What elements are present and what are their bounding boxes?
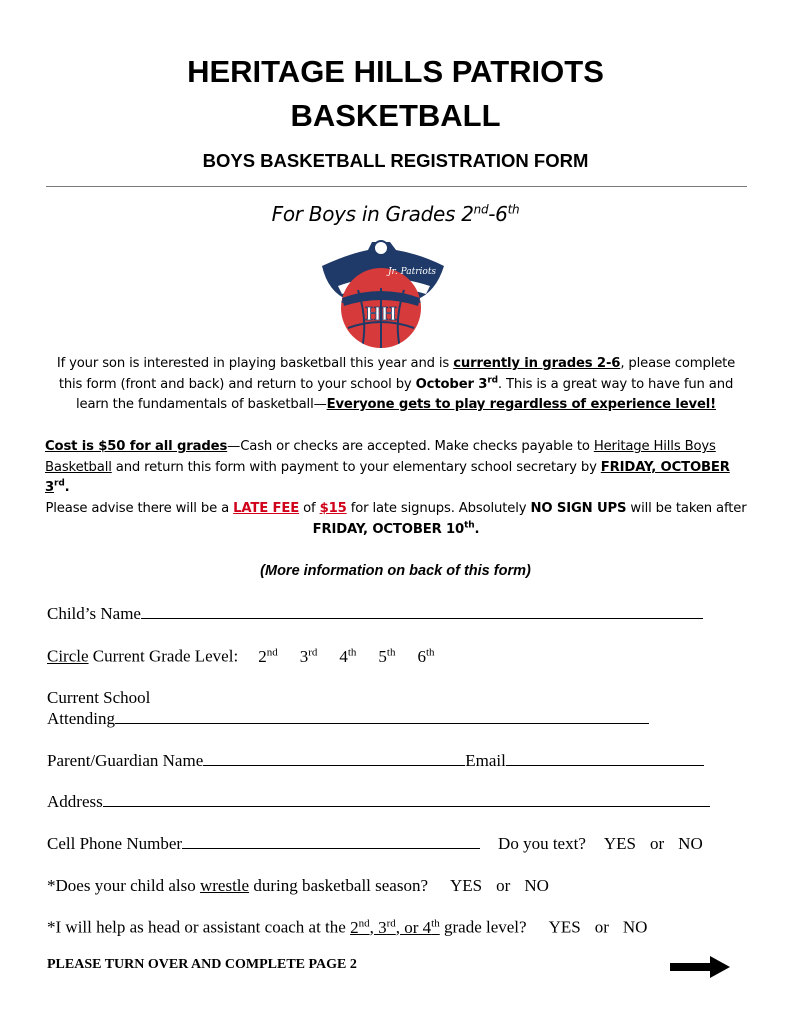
address-row xyxy=(47,792,710,812)
child-name-label: Child’s Name xyxy=(47,604,141,623)
coach-question: *I will help as head or assistant coach at the xyxy=(47,917,351,937)
grade-3-number: 3 xyxy=(299,646,309,666)
intro-text: . This is a great way to have fun and learn the fundamentals of basketball— xyxy=(75,376,734,412)
parent-name-field[interactable] xyxy=(203,764,465,766)
grades-heading-sup-1: nd xyxy=(473,202,489,217)
logo-ball-text: HH xyxy=(365,303,397,325)
payee-name: Heritage Hills Boys Basketball xyxy=(45,439,716,475)
grade-2-number: 2 xyxy=(258,646,267,666)
or-text: or xyxy=(594,917,609,937)
school-row xyxy=(47,709,649,729)
cost-text: Cost is $50 for all grades xyxy=(45,439,228,454)
grade-option-4[interactable] xyxy=(339,647,356,666)
grade-option-3[interactable] xyxy=(300,647,318,666)
email-field[interactable] xyxy=(506,764,704,766)
intro-deadline: October 3 xyxy=(415,376,488,392)
child-name-row xyxy=(47,604,703,624)
school-label-line-1: Current School xyxy=(47,688,151,707)
coach-no-option[interactable]: NO xyxy=(622,917,648,937)
text-question-label: Do you text? xyxy=(498,834,586,853)
circle-label: Circle xyxy=(47,646,89,666)
text-yes-option[interactable]: YES xyxy=(603,834,636,853)
grades-heading-prefix: For Boys in Grades 2 xyxy=(271,202,474,226)
school-label-line-2: Attending xyxy=(47,709,115,728)
late-fee-text: Please advise there will be a xyxy=(45,501,234,516)
grades-heading-sup-2: th xyxy=(507,202,520,217)
payment-text: . xyxy=(64,480,70,495)
address-label: Address xyxy=(47,792,103,811)
title-line-1: HERITAGE HILLS PATRIOTS xyxy=(187,54,604,89)
grade-2-sup: nd xyxy=(266,646,278,658)
grade-option-2[interactable] xyxy=(258,647,278,666)
coach-grade-2-sup: nd xyxy=(358,917,370,929)
intro-grades-emphasis: currently in grades 2-6 xyxy=(453,356,621,371)
form-subtitle: BOYS BASKETBALL REGISTRATION FORM xyxy=(202,150,589,171)
grades-heading-mid: -6 xyxy=(488,202,508,226)
coach-grade-4: , or 4 xyxy=(395,917,432,937)
intro-paragraph-1 xyxy=(45,354,747,416)
intro-deadline-sup: rd xyxy=(487,375,498,386)
payment-deadline: FRIDAY, OCTOBER 3 xyxy=(45,459,730,495)
wrestle-yes-option[interactable]: YES xyxy=(450,876,483,895)
coach-grade-4-sup: th xyxy=(431,917,440,929)
grade-level-label: Current Grade Level: xyxy=(88,646,239,666)
late-fee-text: will be taken after xyxy=(626,501,747,516)
right-arrow-icon xyxy=(670,956,730,978)
late-fee-label: LATE FEE xyxy=(233,501,300,516)
late-fee-text: . xyxy=(474,521,480,537)
late-fee-text: of xyxy=(299,501,320,516)
page-title xyxy=(0,50,791,138)
grade-4-number: 4 xyxy=(339,646,348,666)
coach-grade-2: 2 xyxy=(350,917,359,937)
basketball-patriot-hat-logo-icon xyxy=(318,240,448,350)
coach-grade-3: , 3 xyxy=(369,917,387,937)
coach-yes-option[interactable]: YES xyxy=(548,917,581,937)
grade-6-number: 6 xyxy=(417,646,426,666)
wrestle-no-option[interactable]: NO xyxy=(524,876,549,895)
school-field[interactable] xyxy=(115,722,649,724)
late-fee-paragraph xyxy=(45,499,747,540)
text-no-option[interactable]: NO xyxy=(678,834,703,853)
grade-option-6[interactable] xyxy=(417,647,434,666)
cost-paragraph xyxy=(45,437,747,499)
coach-grades xyxy=(350,918,440,937)
child-name-field[interactable] xyxy=(141,617,703,619)
wrestle-row xyxy=(47,876,549,896)
more-info-note: (More information on back of this form) xyxy=(260,563,531,579)
late-fee-amount: $15 xyxy=(319,501,347,516)
cell-phone-row xyxy=(47,834,703,854)
parent-name-label: Parent/Guardian Name xyxy=(47,751,204,770)
payment-text: —Cash or checks are accepted. Make checks payable to xyxy=(227,439,594,454)
coach-question: grade level? xyxy=(439,917,527,937)
intro-everyone-plays: Everyone gets to play regardless of experience level! xyxy=(326,397,716,412)
grades-heading xyxy=(0,202,791,226)
grade-6-sup: th xyxy=(425,646,435,658)
payment-deadline-sup: rd xyxy=(54,478,65,489)
header-divider xyxy=(46,186,747,187)
late-fee-text: for late signups. Absolutely xyxy=(346,501,531,516)
address-field[interactable] xyxy=(103,805,710,807)
grade-5-sup: th xyxy=(386,646,396,658)
payment-text: and return this form with payment to your elementary school secretary by xyxy=(111,459,601,475)
wrestle-question: *Does your child also xyxy=(47,876,200,895)
parent-email-row xyxy=(47,751,704,771)
final-deadline-sup: th xyxy=(464,520,475,531)
cell-phone-field[interactable] xyxy=(182,847,480,849)
intro-text: , please complete this form (front and back) and return to your school by xyxy=(58,356,736,392)
grade-5-number: 5 xyxy=(378,646,387,666)
or-text: or xyxy=(650,834,665,853)
intro-text: If your son is interested in playing basketball this year and is xyxy=(56,356,454,371)
final-deadline: FRIDAY, OCTOBER 10 xyxy=(312,521,465,537)
grade-4-sup: th xyxy=(347,646,357,658)
email-label: Email xyxy=(465,751,506,770)
no-signups-text: NO SIGN UPS xyxy=(530,501,627,516)
turn-over-note: PLEASE TURN OVER AND COMPLETE PAGE 2 xyxy=(47,957,357,972)
wrestle-question: during basketball season? xyxy=(249,876,429,895)
grade-level-row xyxy=(47,646,435,667)
coach-grade-3-sup: rd xyxy=(386,917,396,929)
grade-option-5[interactable] xyxy=(378,647,395,666)
cell-phone-label: Cell Phone Number xyxy=(47,834,183,853)
logo-hat-text: Jr. Patriots xyxy=(387,267,437,277)
coach-row xyxy=(47,917,647,938)
grade-3-sup: rd xyxy=(308,646,318,658)
wrestle-word: wrestle xyxy=(199,876,250,895)
or-text: or xyxy=(496,876,511,895)
title-line-2: BASKETBALL xyxy=(290,98,501,133)
